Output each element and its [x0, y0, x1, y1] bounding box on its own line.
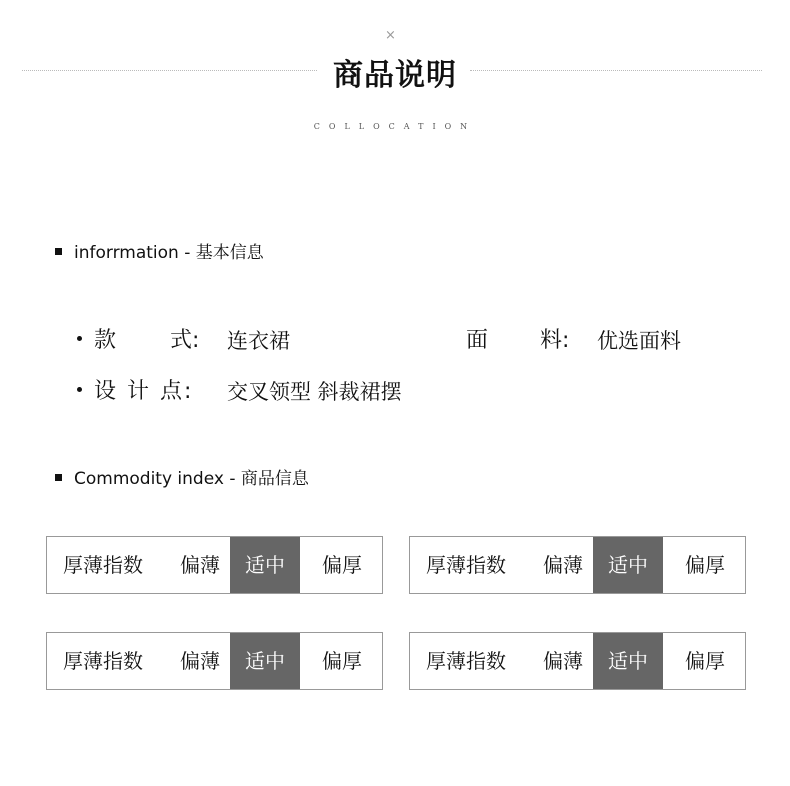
- bullet-icon: [77, 336, 82, 341]
- section-heading-text: Commodity index - 商品信息: [74, 469, 309, 489]
- option-medium-selected: 适中: [593, 537, 663, 593]
- section-heading-text: inforrmation - 基本信息: [74, 243, 264, 263]
- thickness-index-label: 厚薄指数: [426, 553, 506, 577]
- square-bullet-icon: [55, 474, 62, 481]
- bullet-icon: [77, 387, 82, 392]
- option-thin: 偏薄: [543, 553, 583, 577]
- option-thick: 偏厚: [322, 649, 362, 673]
- design-value: 交叉领型 斜裁裙摆: [227, 380, 402, 404]
- section-heading-commodity-index: [55, 464, 309, 489]
- design-label: 设 计 点:: [94, 379, 194, 404]
- page-title: 商品说明: [333, 58, 457, 93]
- option-thin: 偏薄: [180, 649, 220, 673]
- thickness-index-label: 厚薄指数: [426, 649, 506, 673]
- title-divider-right: [470, 70, 762, 71]
- fabric-label-2: 料:: [540, 328, 570, 353]
- option-thick: 偏厚: [685, 553, 725, 577]
- thickness-index-label: 厚薄指数: [63, 649, 143, 673]
- option-thin: 偏薄: [543, 649, 583, 673]
- fabric-value: 优选面料: [597, 329, 681, 353]
- fabric-label: 面: [466, 328, 489, 353]
- option-medium-selected: 适中: [230, 633, 300, 689]
- option-medium-selected: 适中: [230, 537, 300, 593]
- option-medium-selected: 适中: [593, 633, 663, 689]
- option-thick: 偏厚: [685, 649, 725, 673]
- title-row: [0, 50, 790, 93]
- thickness-index-panel: [409, 536, 746, 594]
- close-icon: ×: [385, 28, 396, 43]
- style-label: 款: [94, 328, 117, 353]
- option-thin: 偏薄: [180, 553, 220, 577]
- thickness-index-panel: [409, 632, 746, 690]
- thickness-index-panel: [46, 632, 383, 690]
- page-subtitle: COLLOCATION: [313, 122, 477, 131]
- style-value: 连衣裙: [227, 329, 290, 353]
- section-heading-basic-info: [55, 238, 264, 263]
- option-thick: 偏厚: [322, 553, 362, 577]
- thickness-index-panel: [46, 536, 383, 594]
- thickness-index-label: 厚薄指数: [63, 553, 143, 577]
- square-bullet-icon: [55, 248, 62, 255]
- style-label-2: 式:: [170, 328, 200, 353]
